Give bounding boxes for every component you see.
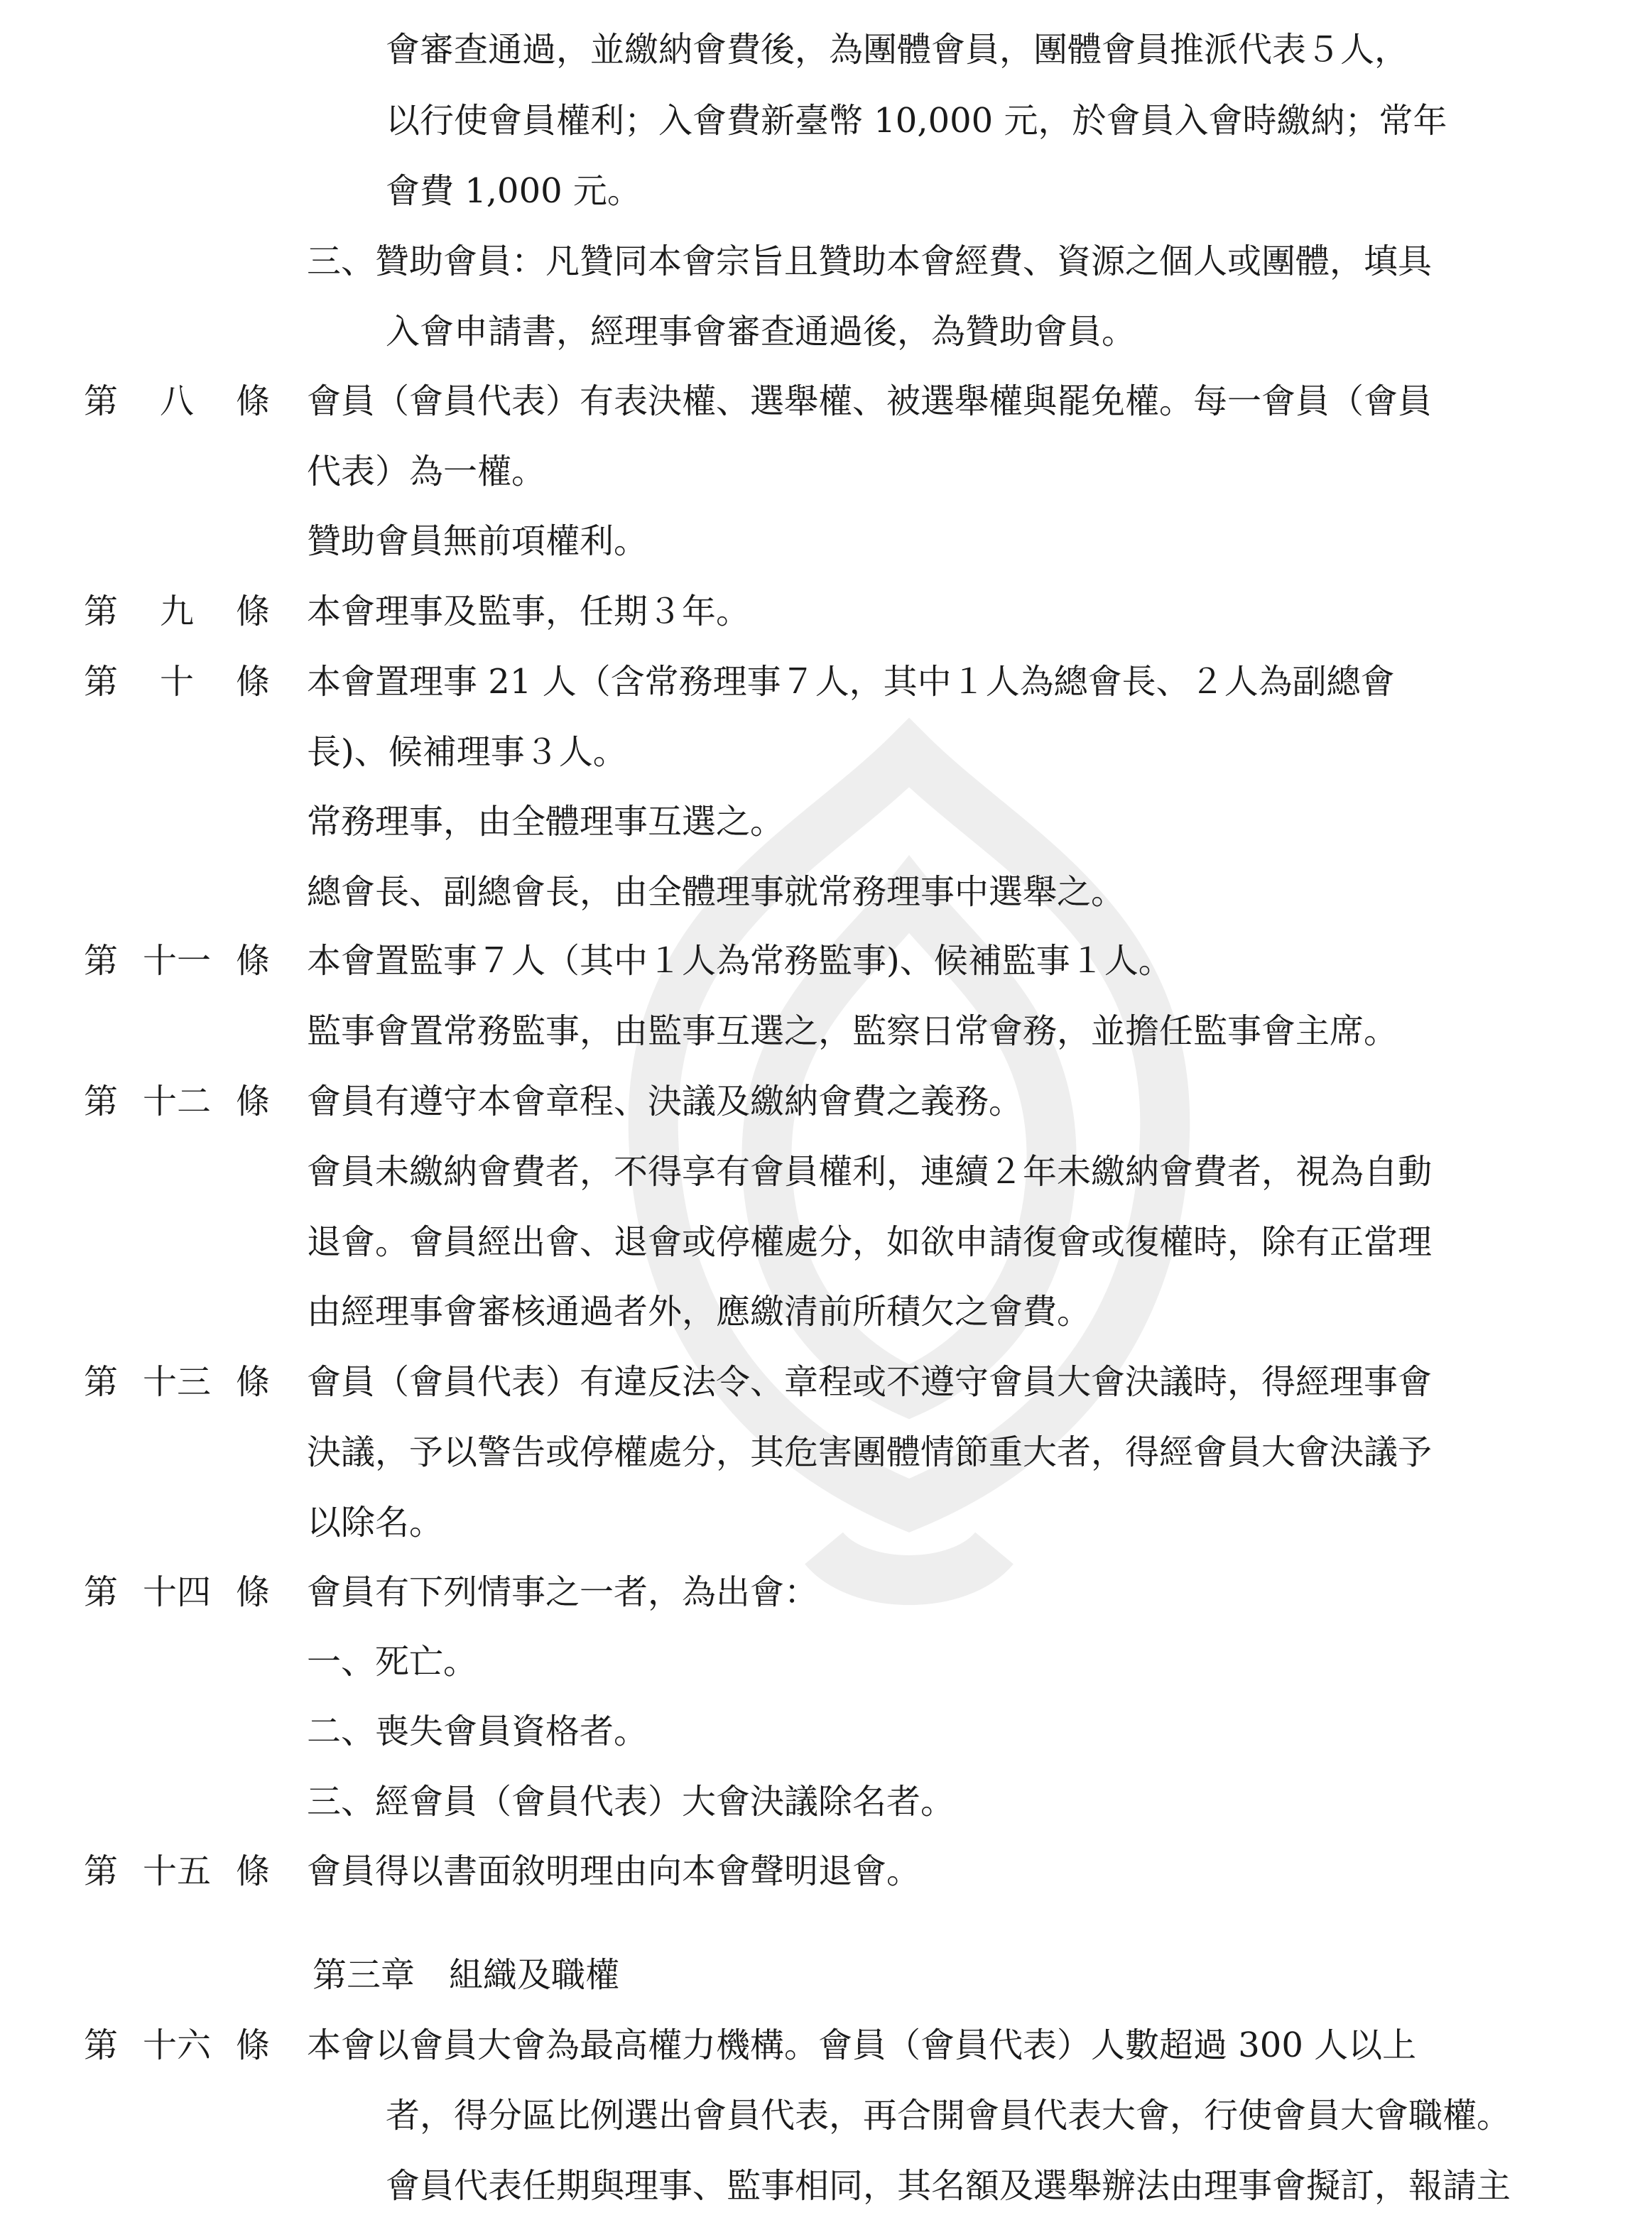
- text-line: [0, 2011, 1652, 2079]
- article-label: [84, 927, 270, 995]
- line-text: 入會申請書，經理事會審查通過後，為贊助會員。: [386, 312, 1136, 352]
- article-label-part: 條: [235, 1851, 270, 1891]
- line-text: 會員得以書面敘明理由向本會聲明退會。: [307, 1851, 921, 1891]
- line-text: 會員（會員代表）有違反法令、章程或不遵守會員大會決議時，得經理事會: [307, 1362, 1433, 1402]
- text-line: [0, 1418, 1652, 1486]
- article-label-part: 八: [159, 381, 194, 421]
- text-line: [0, 1489, 1652, 1557]
- text-line: [0, 1138, 1652, 1206]
- article-label: [84, 648, 270, 716]
- text-line: [0, 507, 1652, 575]
- article-label-part: 第: [84, 1851, 119, 1891]
- article-label: [84, 1348, 270, 1416]
- line-text: 退會。會員經出會、退會或停權處分，如欲申請復會或復權時，除有正當理: [307, 1222, 1433, 1262]
- text-line: [0, 577, 1652, 646]
- text-line: [0, 437, 1652, 506]
- article-label-part: 第: [84, 1572, 119, 1612]
- text-line: [0, 1697, 1652, 1765]
- line-text: 會員未繳納會費者，不得享有會員權利，連續２年未繳納會費者，視為自動: [307, 1152, 1433, 1192]
- text-line: [0, 298, 1652, 366]
- text-line: [0, 858, 1652, 926]
- line-text: 以行使會員權利；入會費新臺幣 10,000 元，於會員入會時繳納；常年: [386, 101, 1447, 141]
- text-line: [0, 788, 1652, 856]
- article-label-part: 第: [84, 381, 119, 421]
- text-line: [0, 1768, 1652, 1836]
- line-text: 三、贊助會員：凡贊同本會宗旨且贊助本會經費、資源之個人或團體，填具: [307, 241, 1433, 281]
- line-text: 由經理事會審核通過者外，應繳清前所積欠之會費。: [307, 1292, 1092, 1332]
- text-line: [0, 997, 1652, 1065]
- line-text: 贊助會員無前項權利。: [307, 521, 648, 561]
- article-label-part: 九: [159, 592, 194, 631]
- article-label: [84, 1837, 270, 1905]
- article-label-part: 條: [235, 381, 270, 421]
- article-label-part: 第: [84, 941, 119, 981]
- line-text: 會員（會員代表）有表決權、選舉權、被選舉權與罷免權。每一會員（會員: [307, 381, 1433, 421]
- line-text: 常務理事，由全體理事互選之。: [307, 802, 785, 842]
- line-text: 長)、候補理事３人。: [307, 732, 627, 772]
- text-line: [0, 157, 1652, 225]
- article-label: [84, 367, 270, 435]
- line-text: 會費 1,000 元。: [386, 171, 641, 211]
- line-text: 監事會置常務監事，由監事互選之，監察日常會務，並擔任監事會主席。: [307, 1011, 1398, 1051]
- article-label-part: 條: [235, 1572, 270, 1612]
- line-text: 者，得分區比例選出會員代表，再合開會員代表大會，行使會員大會職權。: [386, 2096, 1511, 2135]
- line-text: 本會以會員大會為最高權力機構。會員（會員代表）人數超過 300 人以上: [307, 2025, 1417, 2065]
- article-label-part: 條: [235, 592, 270, 631]
- text-line: [0, 1348, 1652, 1416]
- article-label-part: 第: [84, 592, 119, 631]
- article-label: [84, 577, 270, 646]
- article-label-part: 十三: [142, 1362, 211, 1402]
- text-line: [0, 1837, 1652, 1905]
- text-line: [0, 367, 1652, 435]
- article-label-part: 第: [84, 662, 119, 702]
- article-label: [84, 1067, 270, 1136]
- text-line: [0, 1278, 1652, 1346]
- text-line: [0, 2082, 1652, 2150]
- text-line: [0, 1628, 1652, 1696]
- article-label: [84, 1558, 270, 1626]
- line-text: 會員有遵守本會章程、決議及繳納會費之義務。: [307, 1082, 1023, 1121]
- article-label-part: 條: [235, 941, 270, 981]
- article-label-part: 十六: [142, 2025, 211, 2065]
- line-text: 本會置監事７人（其中１人為常務監事)、候補監事１人。: [307, 941, 1173, 981]
- line-text: 第三章 組織及職權: [313, 1955, 620, 1995]
- text-line: [0, 2152, 1652, 2220]
- article-label-part: 第: [84, 1082, 119, 1121]
- text-line: [0, 718, 1652, 786]
- text-line: [0, 227, 1652, 295]
- article-label: [84, 2011, 270, 2079]
- line-text: 代表）為一權。: [307, 452, 546, 491]
- article-label-part: 十五: [142, 1851, 211, 1891]
- article-label-part: 條: [235, 1362, 270, 1402]
- article-label-part: 條: [235, 1082, 270, 1121]
- line-text: 會員代表任期與理事、監事相同，其名額及選舉辦法由理事會擬訂，報請主: [386, 2166, 1511, 2206]
- text-line: [0, 927, 1652, 995]
- text-line: [0, 87, 1652, 155]
- line-text: 會員有下列情事之一者，為出會：: [307, 1572, 819, 1612]
- chapter-heading: [0, 1941, 1652, 2009]
- text-line: [0, 648, 1652, 716]
- line-text: 三、經會員（會員代表）大會決議除名者。: [307, 1782, 955, 1822]
- article-label-part: 十一: [142, 941, 211, 981]
- article-label-part: 十四: [142, 1572, 211, 1612]
- line-text: 一、死亡。: [307, 1642, 478, 1682]
- article-label-part: 條: [235, 662, 270, 702]
- article-label-part: 第: [84, 2025, 119, 2065]
- article-label-part: 第: [84, 1362, 119, 1402]
- line-text: 本會理事及監事，任期３年。: [307, 592, 751, 631]
- line-text: 總會長、副總會長，由全體理事就常務理事中選舉之。: [307, 872, 1126, 912]
- line-text: 決議，予以警告或停權處分，其危害團體情節重大者，得經會員大會決議予: [307, 1432, 1433, 1472]
- text-line: [0, 16, 1652, 84]
- line-text: 二、喪失會員資格者。: [307, 1712, 648, 1751]
- line-text: 本會置理事 21 人（含常務理事７人，其中１人為總會長、２人為副總會: [307, 662, 1395, 702]
- text-line: [0, 1558, 1652, 1626]
- article-label-part: 十: [159, 662, 194, 702]
- article-label-part: 十二: [142, 1082, 211, 1121]
- article-label-part: 條: [235, 2025, 270, 2065]
- line-text: 會審查通過，並繳納會費後，為團體會員，團體會員推派代表５人，: [386, 30, 1409, 70]
- text-line: [0, 1067, 1652, 1136]
- line-text: 以除名。: [307, 1503, 444, 1542]
- text-line: [0, 1208, 1652, 1276]
